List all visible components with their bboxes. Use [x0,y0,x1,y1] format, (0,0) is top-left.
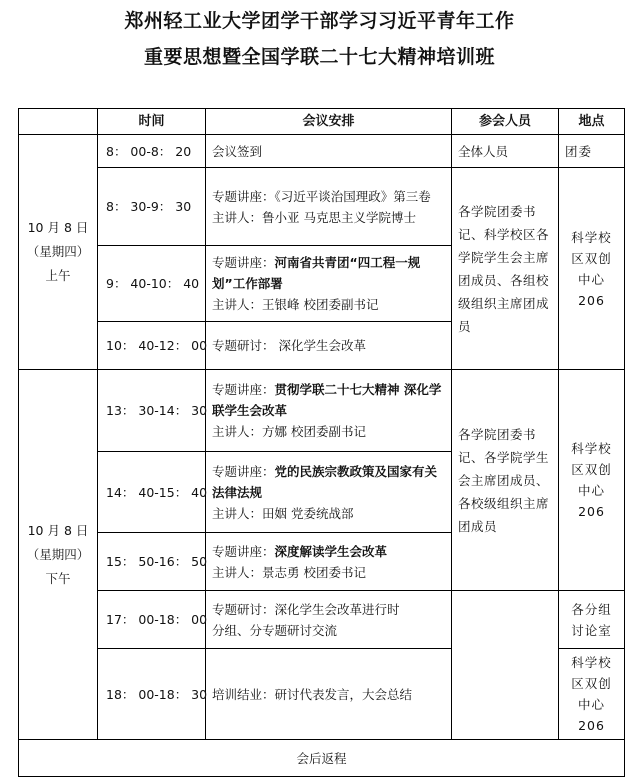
location-cell: 科学校区双创中心 206 [559,649,625,740]
location-cell: 团委 [559,135,625,168]
participants-cell: 各学院团委书记、各学院学生会主席团成员、各校级组织主席团成员 [452,370,559,591]
topic-label: 专题讲座： [212,382,275,397]
header-agenda: 会议安排 [206,109,452,135]
date-cell-morning [19,135,98,370]
table-row [19,591,625,649]
topic-label: 专题讲座： [212,463,275,479]
header-participants: 参会人员 [452,109,559,135]
speaker-name: 田姻 党委统战部 [262,505,354,521]
date-day: 10 月 8 日 [27,220,89,235]
participants-cell: 各学院团委书记、科学校区各学院学生会主席团成员、各组校级组织主席团成员 [452,168,559,370]
header-date [19,109,98,135]
topic-title: 深度解读学生会改革 [274,543,388,559]
location-cell: 科学校区双创中心 206 [559,168,625,370]
agenda-cell [206,452,452,533]
speaker-name: 景志勇 校团委书记 [262,564,366,580]
date-period: 下午 [45,570,71,586]
time-cell: 15： 50-16： 50 [98,533,206,591]
topic-title: 河南省共青团“四工程一规划”工作部署 [212,255,421,291]
agenda-cell: 专题研讨： 深化学生会改革 [206,322,452,370]
speaker-name: 鲁小亚 马克思主义学院博士 [262,209,416,225]
agenda-cell: 会议签到 [206,135,452,168]
agenda-cell [206,591,452,649]
agenda-line: 分组、分专题研讨交流 [212,622,338,638]
agenda-cell [206,533,452,591]
table-row [19,370,625,452]
date-period: 上午 [45,268,71,283]
table-row [19,135,625,168]
date-weekday: （星期四） [26,244,90,259]
time-cell: 8： 00-8： 20 [98,135,206,168]
header-time: 时间 [98,109,206,135]
agenda-cell [206,168,452,246]
topic-title: 党的民族宗教政策及国家有关法律法规 [212,463,438,500]
participants-cell [452,591,559,740]
time-cell: 8： 30-9： 30 [98,168,206,246]
speaker-label: 主讲人： [212,564,263,580]
document-title-line1: 郑州轻工业大学团学干部学习习近平青年工作 [124,10,515,32]
final-note: 会后返程 [19,740,625,777]
topic-label: 专题讲座： [212,188,275,204]
schedule-table [18,108,625,777]
header-row [19,109,625,135]
location-cell: 科学校区双创中心 206 [559,370,625,591]
agenda-cell [206,370,452,452]
date-day: 10 月 8 日 [27,522,89,538]
topic-label: 专题讲座： [212,543,275,559]
speaker-name: 方娜 校团委副书记 [262,424,366,439]
time-cell: 17： 00-18： 00 [98,591,206,649]
topic-label: 专题讲座： [212,255,275,270]
date-weekday: （星期四） [26,546,90,562]
participants-cell: 全体人员 [452,135,559,168]
speaker-label: 主讲人： [212,209,263,225]
topic-title: 贯彻学联二十七大精神 深化学联学生会改革 [212,382,442,418]
time-cell: 10： 40-12： 00 [98,322,206,370]
time-cell: 13： 30-14： 30 [98,370,206,452]
agenda-line: 专题研讨：深化学生会改革进行时 [212,601,400,617]
time-cell: 9： 40-10： 40 [98,246,206,322]
speaker-label: 主讲人： [212,297,263,312]
time-cell: 18： 00-18： 30 [98,649,206,740]
location-cell: 各分组讨论室 [559,591,625,649]
time-cell: 14： 40-15： 40 [98,452,206,533]
document-title-line2: 重要思想暨全国学联二十七大精神培训班 [143,46,495,68]
header-location: 地点 [559,109,625,135]
table-row [19,740,625,777]
agenda-cell: 培训结业：研讨代表发言，大会总结 [206,649,452,740]
table-row [19,168,625,246]
speaker-name: 王银峰 校团委副书记 [262,297,379,312]
speaker-label: 主讲人： [212,505,263,521]
agenda-cell [206,246,452,322]
topic-title: 《习近平谈治国理政》第三卷 [274,188,431,204]
speaker-label: 主讲人： [212,424,263,439]
date-cell-afternoon [19,370,98,740]
